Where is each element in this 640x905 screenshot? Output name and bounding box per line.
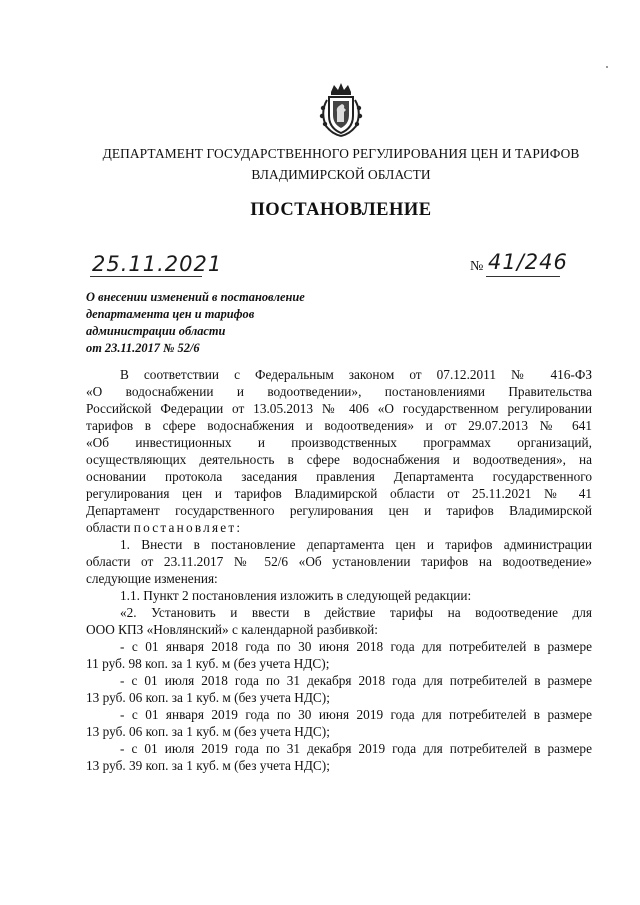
tariff-line: - с 01 июля 2019 года по 31 декабря 2019 года для потребителей в размере <box>120 741 592 756</box>
preamble-last-line <box>86 519 592 536</box>
department-name-line-2: ВЛАДИМИРСКОЙ ОБЛАСТИ <box>251 167 431 182</box>
subject-line: О внесении изменений в постановление <box>86 290 305 304</box>
document-subject <box>86 289 336 357</box>
tariff-value: 13 руб. 39 коп. за 1 куб. м (без учета НДС); <box>86 758 330 773</box>
preamble-line: осуществляющих деятельность в сфере водоснабжения и водоотведения», на <box>86 452 592 467</box>
date-underline <box>90 276 202 277</box>
preamble-line: тарифов в сфере водоснабжения и водоотведения» и от 29.07.2013 № 641 <box>86 418 592 433</box>
tariff-value: 13 руб. 06 коп. за 1 куб. м (без учета НДС); <box>86 724 330 739</box>
subject-line: от 23.11.2017 № 52/6 <box>86 341 200 355</box>
coat-of-arms-icon <box>316 82 366 138</box>
preamble-line: В соответствии с Федеральным законом от 07.12.2011 № 416-ФЗ <box>120 367 592 382</box>
preamble-line: «О водоснабжении и водоотведении», постановлениями Правительства <box>86 384 592 399</box>
tariff-value: 13 руб. 06 коп. за 1 куб. м (без учета НДС); <box>86 690 330 705</box>
preamble-line: «Об инвестиционных и производственных программах организаций, <box>86 435 592 450</box>
resolves-word: постановляет: <box>133 520 243 535</box>
document-type-title: ПОСТАНОВЛЕНИЕ <box>250 200 432 220</box>
tariff-line: - с 01 июля 2018 года по 31 декабря 2018 года для потребителей в размере <box>120 673 592 688</box>
preamble-line: Департамент государственного регулирования цен и тарифов Владимирской <box>86 503 592 518</box>
item-1-line: области от 23.11.2017 № 52/6 «Об установлении тарифов на водоотведение» <box>86 554 592 569</box>
tariff-value: 11 руб. 98 коп. за 1 куб. м (без учета НДС); <box>86 656 330 671</box>
department-name-line-1: ДЕПАРТАМЕНТ ГОСУДАРСТВЕННОГО РЕГУЛИРОВАНИЯ ЦЕН И ТАРИФОВ <box>102 146 580 161</box>
scan-speck <box>606 66 608 68</box>
item-1-1: 1.1. Пункт 2 постановления изложить в следующей редакции: <box>120 588 472 603</box>
preamble-line: регулирования цен и тарифов Владимирской области от 25.11.2021 № 41 <box>86 486 592 501</box>
item-1-line: 1. Внести в постановление департамента цен и тарифов администрации <box>120 537 592 552</box>
item-2-line: «2. Установить и ввести в действие тарифы на водоотведение для <box>120 605 592 620</box>
document-date: 25.11.2021 <box>92 252 223 276</box>
number-underline <box>486 276 560 277</box>
number-sign: № <box>470 259 484 274</box>
item-1-last-line: следующие изменения: <box>86 571 218 586</box>
preamble-line: Российской Федерации от 13.05.2013 № 406 «О государственном регулировании <box>86 401 592 416</box>
subject-line: администрации области <box>86 324 226 338</box>
preamble-last-prefix: области <box>86 520 134 535</box>
document-number: 41/246 <box>488 250 568 274</box>
subject-line: департамента цен и тарифов <box>86 307 255 321</box>
tariff-line: - с 01 января 2018 года по 30 июня 2018 года для потребителей в размере <box>120 639 592 654</box>
tariff-line: - с 01 января 2019 года по 30 июня 2019 года для потребителей в размере <box>120 707 592 722</box>
document-body <box>86 366 592 774</box>
item-2-last-line: ООО КПЗ «Новлянский» с календарной разбивкой: <box>86 622 378 637</box>
preamble-line: основании протокола заседания правления Департамента государственного <box>86 469 592 484</box>
